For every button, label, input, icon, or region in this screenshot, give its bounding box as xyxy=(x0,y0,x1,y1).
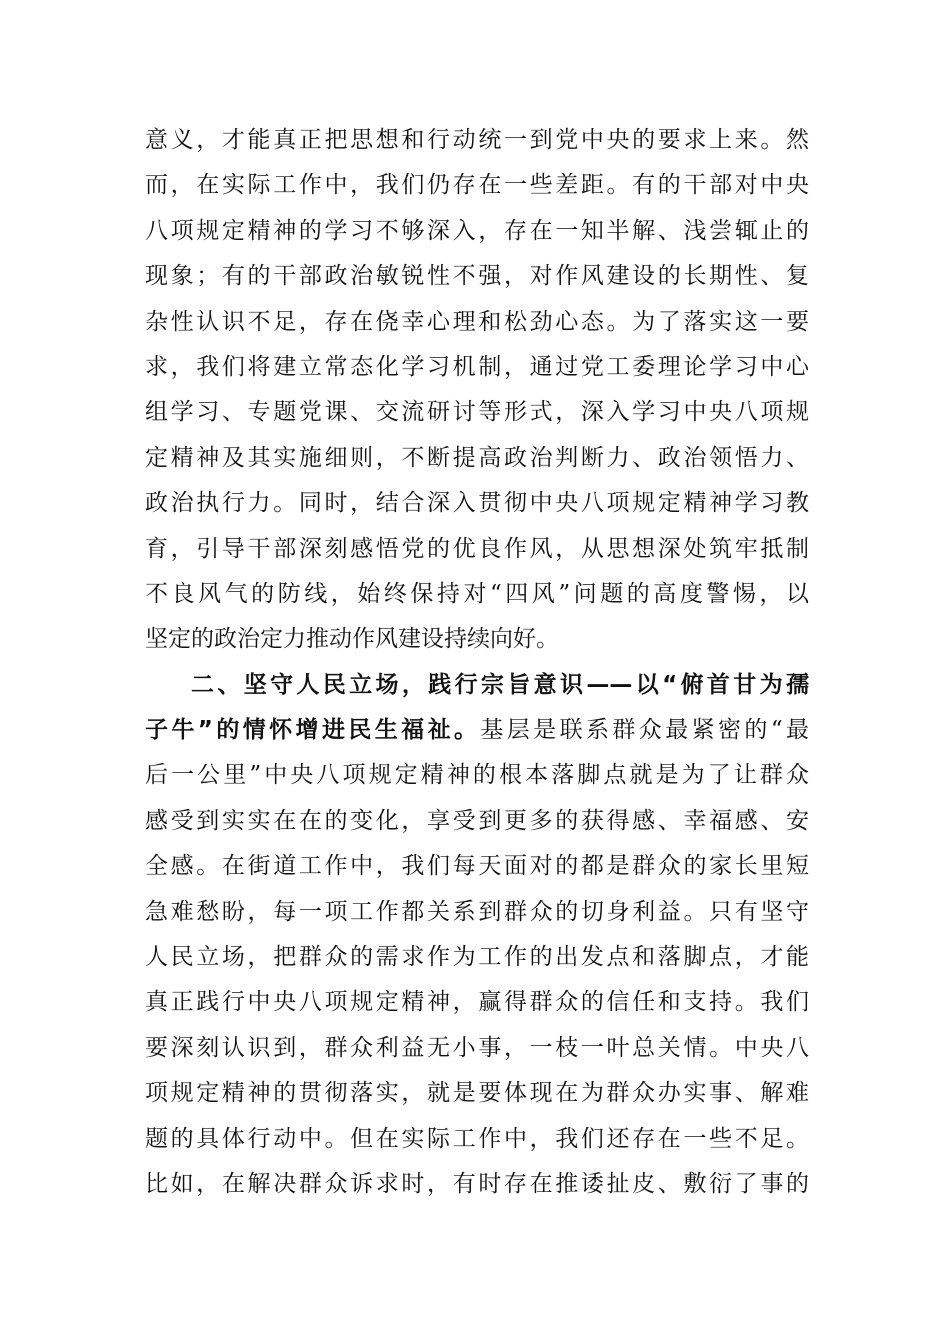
text-line: 真正践行中央八项规定精神，赢得群众的信任和支持。我们 xyxy=(145,989,809,1016)
text-line: 后一公里”中央八项规定精神的根本落脚点就是为了让群众 xyxy=(145,762,809,789)
text-line: 坚定的政治定力推动作风建设持续向好。 xyxy=(145,626,559,653)
text-line: 八项规定精神的学习不够深入，存在一知半解、浅尝辄止的 xyxy=(145,217,809,244)
text-line: 题的具体行动中。但在实际工作中，我们还存在一些不足。 xyxy=(145,1125,809,1152)
section-heading-end: 子牛”的情怀增进民生福祉。 xyxy=(145,717,481,744)
text-line: 杂性认识不足，存在侥幸心理和松劲心态。为了落实这一要 xyxy=(145,308,809,335)
text-line: 比如，在解决群众诉求时，有时存在推诿扯皮、敷衍了事的 xyxy=(145,1170,809,1197)
paragraph-2 xyxy=(145,663,809,1208)
paragraph-1 xyxy=(145,118,809,663)
text-line: 现象；有的干部政治敏锐性不强，对作风建设的长期性、复 xyxy=(145,263,809,290)
text-line: 求，我们将建立常态化学习机制，通过党工委理论学习中心 xyxy=(145,353,809,380)
text-line: 而，在实际工作中，我们仍存在一些差距。有的干部对中央 xyxy=(145,172,809,199)
text-line: 感受到实实在在的变化，享受到更多的获得感、幸福感、安 xyxy=(145,807,809,834)
text-line: 定精神及其实施细则，不断提高政治判断力、政治领悟力、 xyxy=(145,444,809,471)
text-line: 急难愁盼，每一项工作都关系到群众的切身利益。只有坚守 xyxy=(145,898,809,925)
text-line xyxy=(145,708,809,753)
text-line: 不良风气的防线，始终保持对“四风”问题的高度警惕，以 xyxy=(145,580,809,607)
body-text xyxy=(145,118,809,1207)
text-line: 人民立场，把群众的需求作为工作的出发点和落脚点，才能 xyxy=(145,944,809,971)
text-span: 基层是联系群众最紧密的“最 xyxy=(480,717,809,744)
text-line: 项规定精神的贯彻落实，就是要体现在为群众办实事、解难 xyxy=(145,1080,809,1107)
text-line: 全感。在街道工作中，我们每天面对的都是群众的家长里短 xyxy=(145,853,809,880)
text-line: 政治执行力。同时，结合深入贯彻中央八项规定精神学习教 xyxy=(145,490,809,517)
text-line: 育，引导干部深刻感悟党的优良作风，从思想深处筑牢抵制 xyxy=(145,535,809,562)
text-line: 组学习、专题党课、交流研讨等形式，深入学习中央八项规 xyxy=(145,399,809,426)
section-heading: 二、坚守人民立场，践行宗旨意识——以“俯首甘为孺 xyxy=(191,671,809,698)
text-line: 要深刻认识到，群众利益无小事，一枝一叶总关情。中央八 xyxy=(145,1034,809,1061)
text-line: 意义，才能真正把思想和行动统一到党中央的要求上来。然 xyxy=(145,127,809,153)
